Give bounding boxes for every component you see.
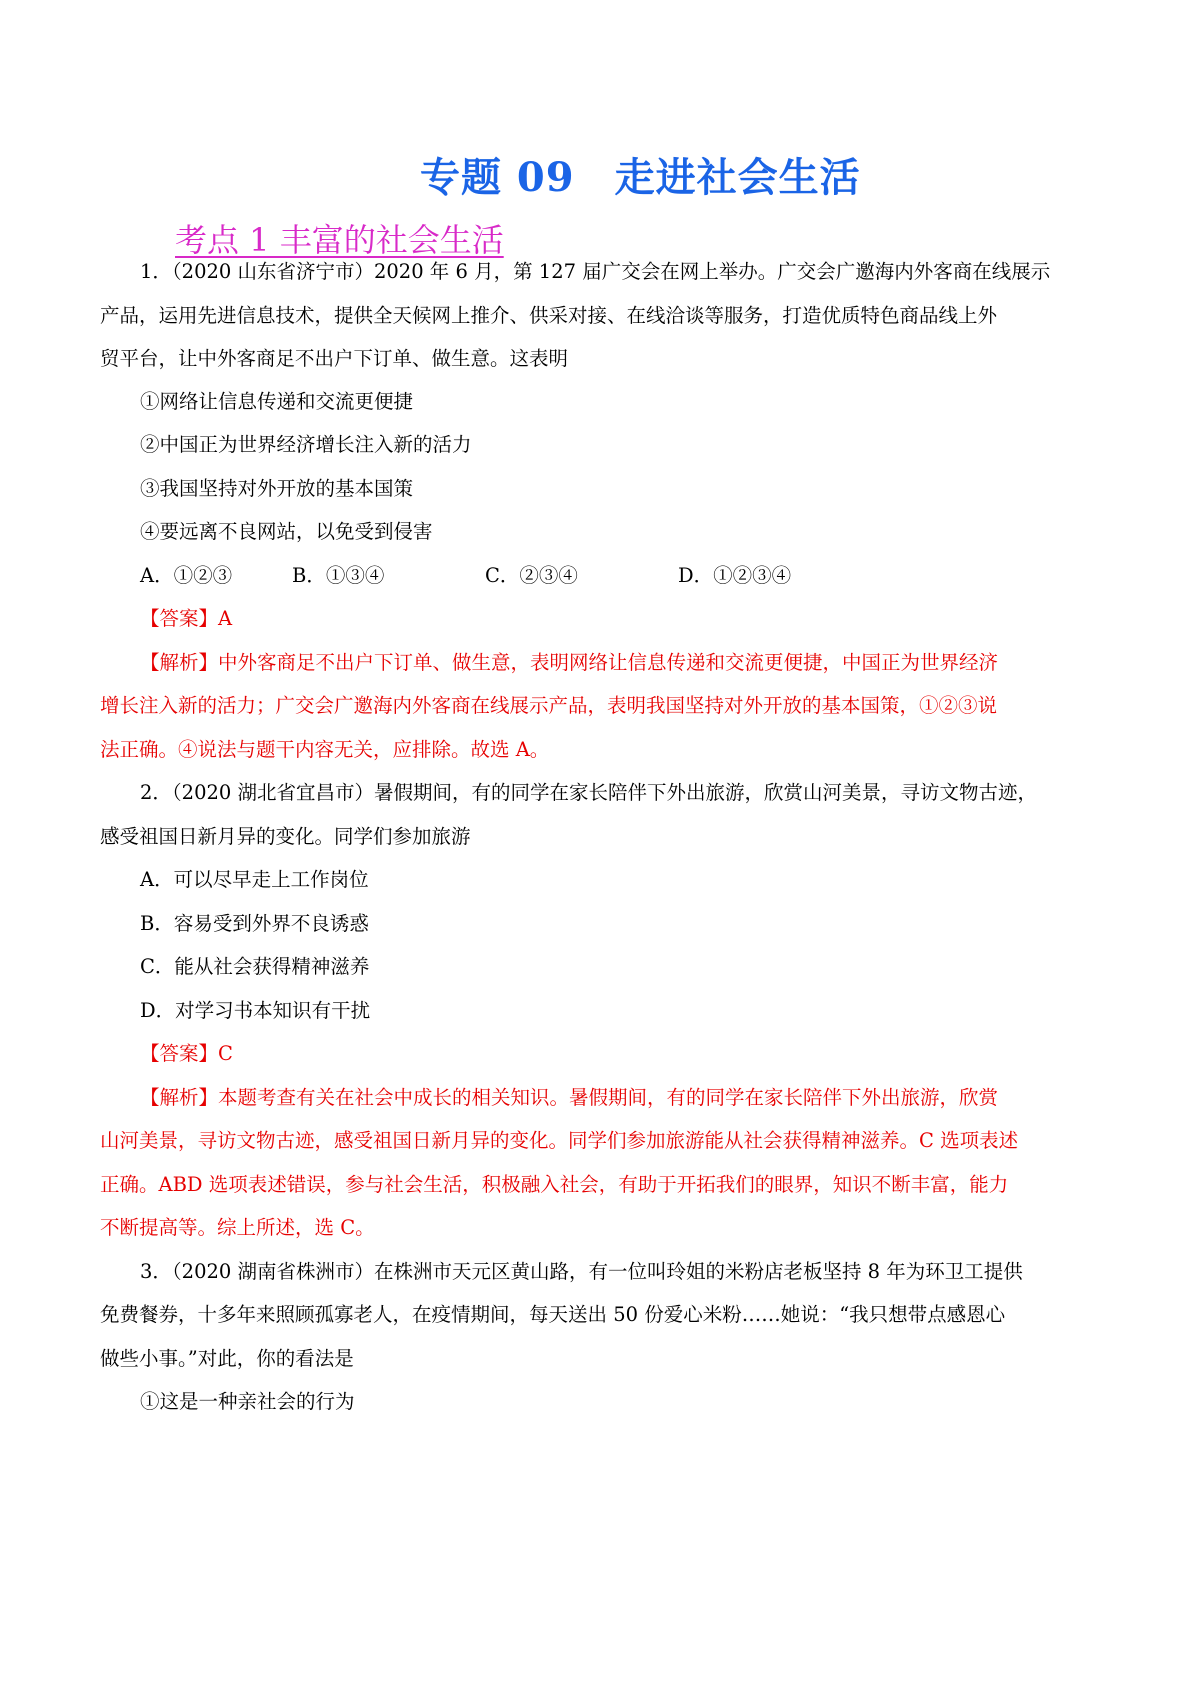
q1-item: ②中国正为世界经济增长注入新的活力 [140,433,472,456]
q1-analysis-line: 法正确。④说法与题干内容无关，应排除。故选 A。 [100,738,550,761]
q1-option-c: C．②③④ [485,564,578,587]
q2-analysis-line: 山河美景，寻访文物古迹，感受祖国日新月异的变化。同学们参加旅游能从社会获得精神滋养。C 选项表述 [100,1129,1019,1152]
page-title [420,146,861,203]
q1-option-a: A．①②③ [140,564,233,587]
q1-analysis-line: 增长注入新的活力；广交会广邀海内外客商在线展示产品，表明我国坚持对外开放的基本国策，①②③说 [100,694,998,717]
title-prefix: 专题 09 [420,154,575,201]
q2-answer: 【答案】C [140,1042,233,1065]
q3-stem-line: 做些小事。”对此，你的看法是 [100,1347,354,1370]
q2-option-a: A．可以尽早走上工作岗位 [140,868,369,891]
q3-stem-line: 3．（2020 湖南省株洲市）在株洲市天元区黄山路，有一位叫玲姐的米粉店老板坚持 8 年为环卫工提供 [140,1260,1023,1283]
q1-item: ④要远离不良网站，以免受到侵害 [140,520,433,543]
q1-item: ①网络让信息传递和交流更便捷 [140,390,414,413]
section-heading: 考点 1 丰富的社会生活 [175,221,504,259]
q2-option-c: C．能从社会获得精神滋养 [140,955,370,978]
q1-options [0,564,1200,588]
q3-stem-line: 免费餐券，十多年来照顾孤寡老人，在疫情期间，每天送出 50 份爱心米粉……她说：“我只想带点感恩心 [100,1303,1006,1326]
q1-answer: 【答案】A [140,607,233,630]
q1-stem-line: 产品，运用先进信息技术，提供全天候网上推介、供采对接、在线洽谈等服务，打造优质特色商品线上外 [100,304,998,327]
q1-stem-line: 贸平台，让中外客商足不出户下订单、做生意。这表明 [100,347,569,370]
q1-item: ③我国坚持对外开放的基本国策 [140,477,414,500]
q1-option-b: B．①③④ [292,564,385,587]
q2-analysis-line: 正确。ABD 选项表述错误，参与社会生活，积极融入社会，有助于开拓我们的眼界，知识不断丰富，能力 [100,1173,1009,1196]
q3-item: ①这是一种亲社会的行为 [140,1390,355,1413]
q2-analysis-line: 不断提高等。综上所述，选 C。 [100,1216,375,1239]
q2-option-d: D．对学习书本知识有干扰 [140,999,371,1022]
q2-option-b: B．容易受到外界不良诱惑 [140,912,369,935]
q2-analysis-line: 【解析】本题考查有关在社会中成长的相关知识。暑假期间，有的同学在家长陪伴下外出旅游，欣赏 [140,1086,999,1109]
q1-analysis-line: 【解析】中外客商足不出户下订单、做生意，表明网络让信息传递和交流更便捷，中国正为世界经济 [140,651,999,674]
q2-stem-line: 2．（2020 湖北省宜昌市）暑假期间，有的同学在家长陪伴下外出旅游，欣赏山河美景，寻访文物古迹， [140,781,1037,804]
q2-stem-line: 感受祖国日新月异的变化。同学们参加旅游 [100,825,471,848]
q1-option-d: D．①②③④ [678,564,792,587]
q1-stem-line: 1．（2020 山东省济宁市）2020 年 6 月，第 127 届广交会在网上举办。广交会广邀海内外客商在线展示 [140,260,1051,283]
title-main: 走进社会生活 [614,154,861,201]
